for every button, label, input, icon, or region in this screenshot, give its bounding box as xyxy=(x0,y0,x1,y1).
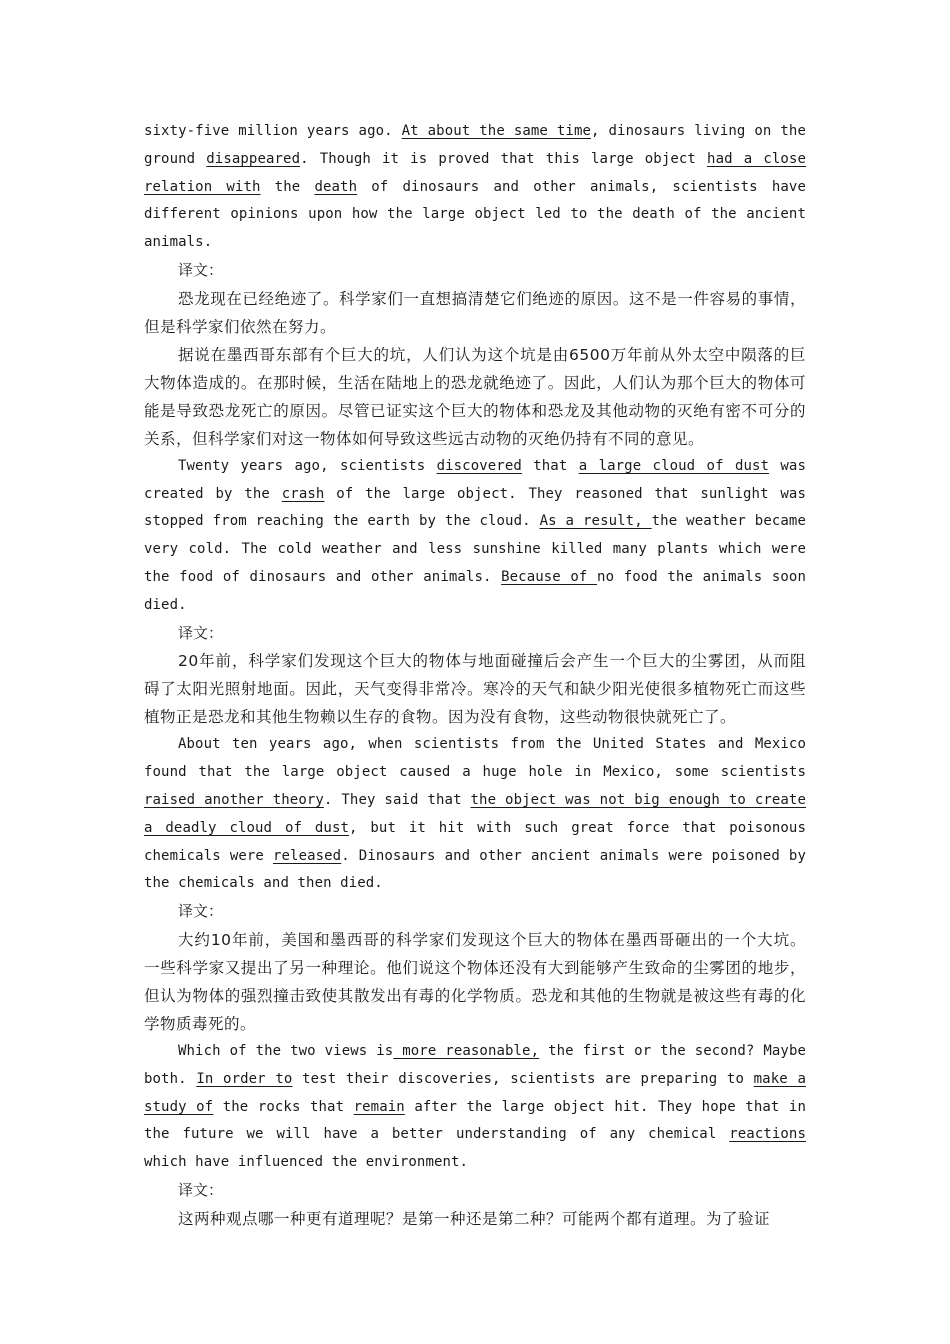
underlined-phrase: remain xyxy=(353,1098,405,1115)
translation-paragraph-1: 恐龙现在已经绝迹了。科学家们一直想搞清楚它们绝迹的原因。这不是一件容易的事情，但是科学家们依然在努力。 xyxy=(144,289,806,336)
paragraph-3-english xyxy=(144,731,806,898)
text: Which of the two views is xyxy=(178,1042,394,1059)
paragraph-1-english xyxy=(144,118,806,257)
text: after the large object hit. They hope that in the future we will have a better understanding of any chemical xyxy=(144,1098,806,1143)
underlined-phrase: discovered xyxy=(436,457,522,474)
underlined-phrase: the object was not big enough to create a deadly cloud of dust xyxy=(144,791,806,836)
underlined-phrase: As a result, xyxy=(539,513,652,530)
text: Twenty years ago, scientists xyxy=(178,457,437,474)
underlined-phrase: reactions xyxy=(729,1126,806,1143)
translation-paragraph-4: 大约10年前，美国和墨西哥的科学家们发现这个巨大的物体在墨西哥砸出的一个大坑。一些科学家又提出了另一种理论。他们说这个物体还没有大到能够产生致命的尘雾团的地步，但认为物体的强烈撞击致使其散发出有毒的化学物质。恐龙和其他的生物就是被这些有毒的化学物质毒死的。 xyxy=(144,930,806,1033)
text: the first or the second? Maybe both. xyxy=(144,1042,807,1087)
document-page xyxy=(144,118,806,1233)
translation-paragraph-3: 20年前，科学家们发现这个巨大的物体与地面碰撞后会产生一个巨大的尘雾团，从而阻碍了太阳光照射地面。因此，天气变得非常冷。寒冷的天气和缺少阳光使很多植物死亡而这些植物正是恐龙和其他生物赖以生存的食物。因为没有食物，这些动物很快就死亡了。 xyxy=(144,652,806,727)
underlined-phrase: a large cloud of dust xyxy=(578,457,770,474)
text: that xyxy=(521,457,579,474)
text: the rocks that xyxy=(213,1098,354,1115)
text: of dinosaurs and other animals, scientists have different opinions upon how the large object led to the death of the ancient animals. xyxy=(144,178,806,251)
text: . They said that xyxy=(323,791,471,808)
text: which have influenced the environment. xyxy=(144,1154,469,1171)
underlined-phrase: crash xyxy=(281,485,325,502)
text: , dinosaurs living on the ground xyxy=(144,123,806,167)
translation-paragraph-5: 这两种观点哪一种更有道理呢？是第一种还是第二种？可能两个都有道理。为了验证 xyxy=(178,1209,771,1228)
underlined-phrase: At about the same time xyxy=(401,123,592,139)
text: was created by the xyxy=(144,457,806,502)
text: . Dinosaurs and other ancient animals were poisoned by the chemicals and then died. xyxy=(144,847,806,892)
text: of the large object. They reasoned that sunlight was stopped from reaching the earth by the cloud. xyxy=(144,485,806,530)
underlined-phrase: death xyxy=(314,178,358,195)
underlined-phrase: disappeared xyxy=(206,150,301,167)
translation-paragraph-2: 据说在墨西哥东部有个巨大的坑，人们认为这个坑是由6500万年前从外太空中陨落的巨大物体造成的。在那时候，生活在陆地上的恐龙就绝迹了。因此，人们认为那个巨大的物体可能是导致恐龙死亡的原因。尽管已证实这个巨大的物体和恐龙及其他动物的灭绝有密不可分的关系，但科学家们对这一物体如何导致这些远古动物的灭绝仍持有不同的意见。 xyxy=(144,345,806,448)
text: no food the animals soon died. xyxy=(144,568,806,613)
translation-label: 译文： xyxy=(178,623,224,642)
underlined-phrase: raised another theory xyxy=(144,791,324,808)
underlined-phrase: make a study of xyxy=(144,1070,806,1115)
text: the xyxy=(260,178,315,195)
text: , but it hit with such great force that poisonous chemicals were xyxy=(144,819,806,864)
underlined-phrase: more reasonable, xyxy=(393,1042,540,1059)
text: test their discoveries, scientists are preparing to xyxy=(292,1070,754,1087)
translation-label: 译文： xyxy=(178,902,224,921)
underlined-phrase: had a close relation with xyxy=(144,150,807,195)
translation-label: 译文： xyxy=(178,260,224,279)
text: . Though it is proved that this large object xyxy=(300,150,708,167)
text: About ten years ago, when scientists from the United States and Mexico found that the large object caused a huge hole in Mexico, some scientists xyxy=(144,736,806,781)
underlined-phrase: In order to xyxy=(196,1070,293,1087)
paragraph-4-english xyxy=(144,1038,806,1177)
paragraph-2-english xyxy=(144,453,806,620)
underlined-phrase: released xyxy=(272,847,342,864)
text: sixty-five million years ago. xyxy=(144,123,402,139)
underlined-phrase: Because of xyxy=(501,568,598,585)
text: the weather became very cold. The cold weather and less sunshine killed many plants which were the food of dinosaurs and other animals. xyxy=(144,513,806,585)
translation-label: 译文： xyxy=(178,1180,224,1199)
